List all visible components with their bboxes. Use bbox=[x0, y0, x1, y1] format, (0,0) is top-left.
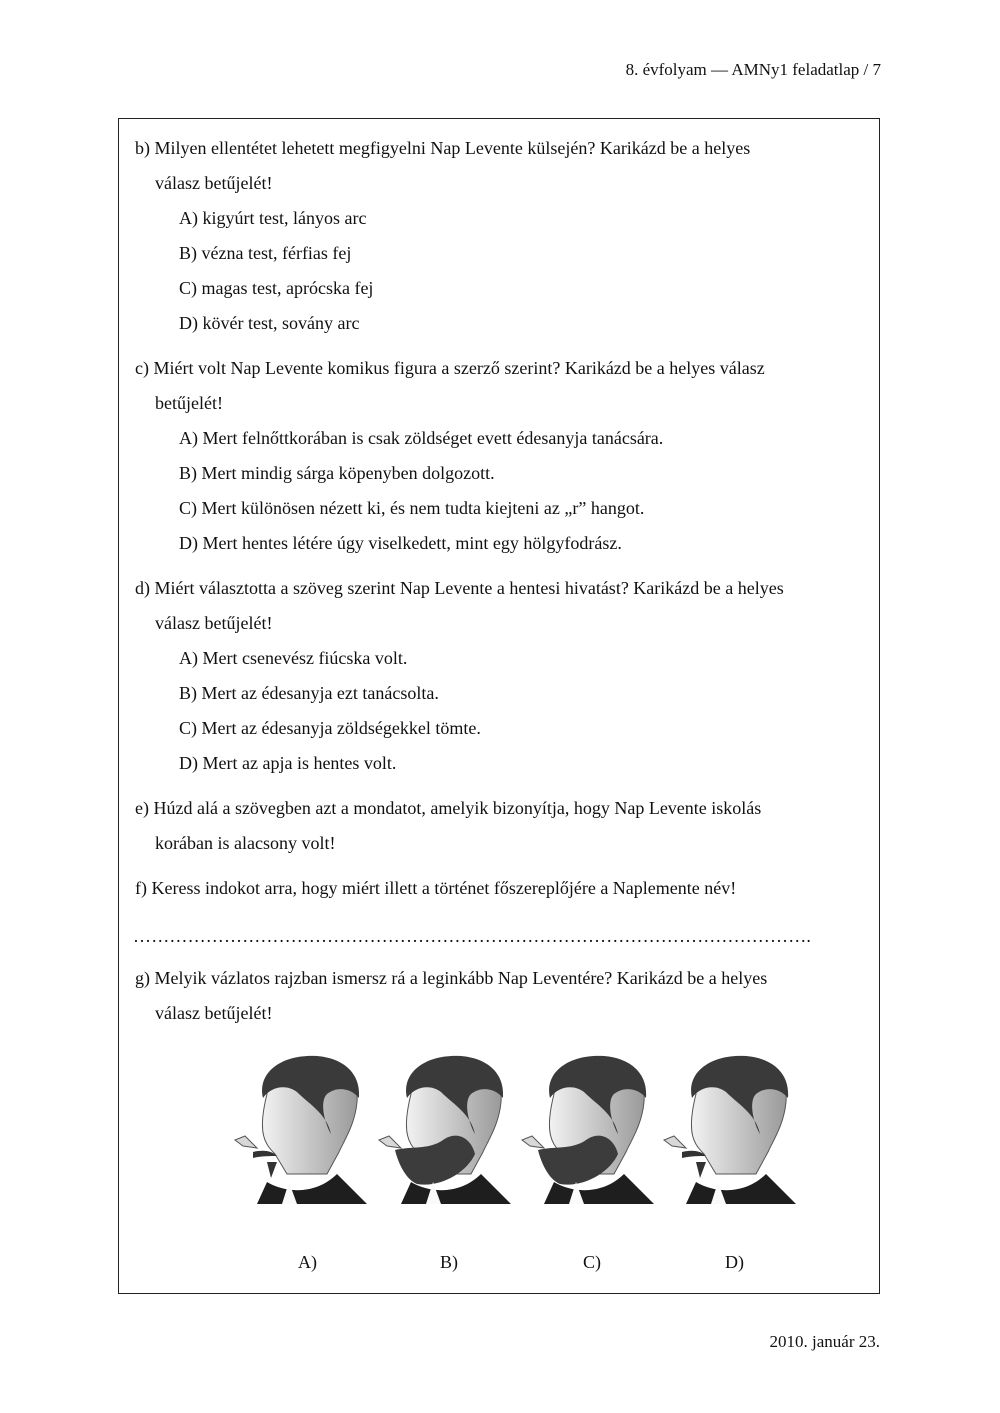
question-g-line1: g) Melyik vázlatos rajzban ismersz rá a leginkább Nap Leventére? Karikázd be a helyes bbox=[135, 968, 768, 988]
question-e-line1: e) Húzd alá a szövegben azt a mondatot, amelyik bizonyítja, hogy Nap Levente iskolás bbox=[135, 798, 762, 818]
face-label-d[interactable]: D) bbox=[725, 1252, 744, 1272]
page-footer: 2010. január 23. bbox=[769, 1332, 880, 1351]
option-d-d[interactable]: D) Mert az apja is hentes volt. bbox=[179, 753, 397, 773]
question-b-line2: válasz betűjelét! bbox=[155, 173, 273, 193]
question-d bbox=[135, 571, 865, 781]
question-d-line1: d) Miért választotta a szöveg szerint Nap Levente a hentesi hivatást? Karikázd be a helyes bbox=[135, 578, 784, 598]
face-b-image[interactable] bbox=[371, 1054, 516, 1204]
face-label-c[interactable]: C) bbox=[583, 1252, 601, 1272]
option-d-a[interactable]: A) Mert csenevész fiúcska volt. bbox=[179, 648, 408, 668]
question-g-line2: válasz betűjelét! bbox=[155, 1003, 273, 1023]
option-c-d[interactable]: D) Mert hentes létére úgy viselkedett, mint egy hölgyfodrász. bbox=[179, 533, 622, 553]
face-c-image[interactable] bbox=[514, 1054, 659, 1204]
face-d-image[interactable] bbox=[656, 1054, 801, 1204]
option-d-b[interactable]: B) Mert az édesanyja ezt tanácsolta. bbox=[179, 683, 439, 703]
option-b-a[interactable]: A) kigyúrt test, lányos arc bbox=[179, 208, 367, 228]
question-d-line2: válasz betűjelét! bbox=[155, 613, 273, 633]
option-d-c[interactable]: C) Mert az édesanyja zöldségekkel tömte. bbox=[179, 718, 481, 738]
face-label-a[interactable]: A) bbox=[298, 1252, 317, 1272]
question-c-line2: betűjelét! bbox=[155, 393, 223, 413]
question-f-line1: f) Keress indokot arra, hogy miért illett a történet főszereplőjére a Naplemente név! bbox=[135, 878, 737, 898]
question-b bbox=[135, 131, 865, 341]
question-g bbox=[135, 961, 865, 1031]
page-header: 8. évfolyam — AMNy1 feladatlap / 7 bbox=[625, 60, 881, 79]
question-b-line1: b) Milyen ellentétet lehetett megfigyelni Nap Levente külsején? Karikázd be a helyes bbox=[135, 138, 751, 158]
question-e bbox=[135, 791, 865, 861]
option-c-c[interactable]: C) Mert különösen nézett ki, és nem tudta kiejteni az „r” hangot. bbox=[179, 498, 645, 518]
question-c bbox=[135, 351, 865, 561]
option-c-b[interactable]: B) Mert mindig sárga köpenyben dolgozott. bbox=[179, 463, 495, 483]
option-b-c[interactable]: C) magas test, aprócska fej bbox=[179, 278, 374, 298]
option-b-d[interactable]: D) kövér test, sovány arc bbox=[179, 313, 360, 333]
option-c-a[interactable]: A) Mert felnőttkorában is csak zöldséget evett édesanyja tanácsára. bbox=[179, 428, 664, 448]
question-frame bbox=[118, 118, 880, 1294]
face-a-image[interactable] bbox=[227, 1054, 372, 1204]
option-b-b[interactable]: B) vézna test, férfias fej bbox=[179, 243, 352, 263]
question-f bbox=[135, 871, 865, 906]
question-e-line2: korában is alacsony volt! bbox=[155, 833, 336, 853]
question-c-line1: c) Miért volt Nap Levente komikus figura a szerző szerint? Karikázd be a helyes válasz bbox=[135, 358, 765, 378]
answer-line[interactable]: …………………………………………………………………………………………………. bbox=[133, 926, 812, 946]
face-label-b[interactable]: B) bbox=[440, 1252, 458, 1272]
